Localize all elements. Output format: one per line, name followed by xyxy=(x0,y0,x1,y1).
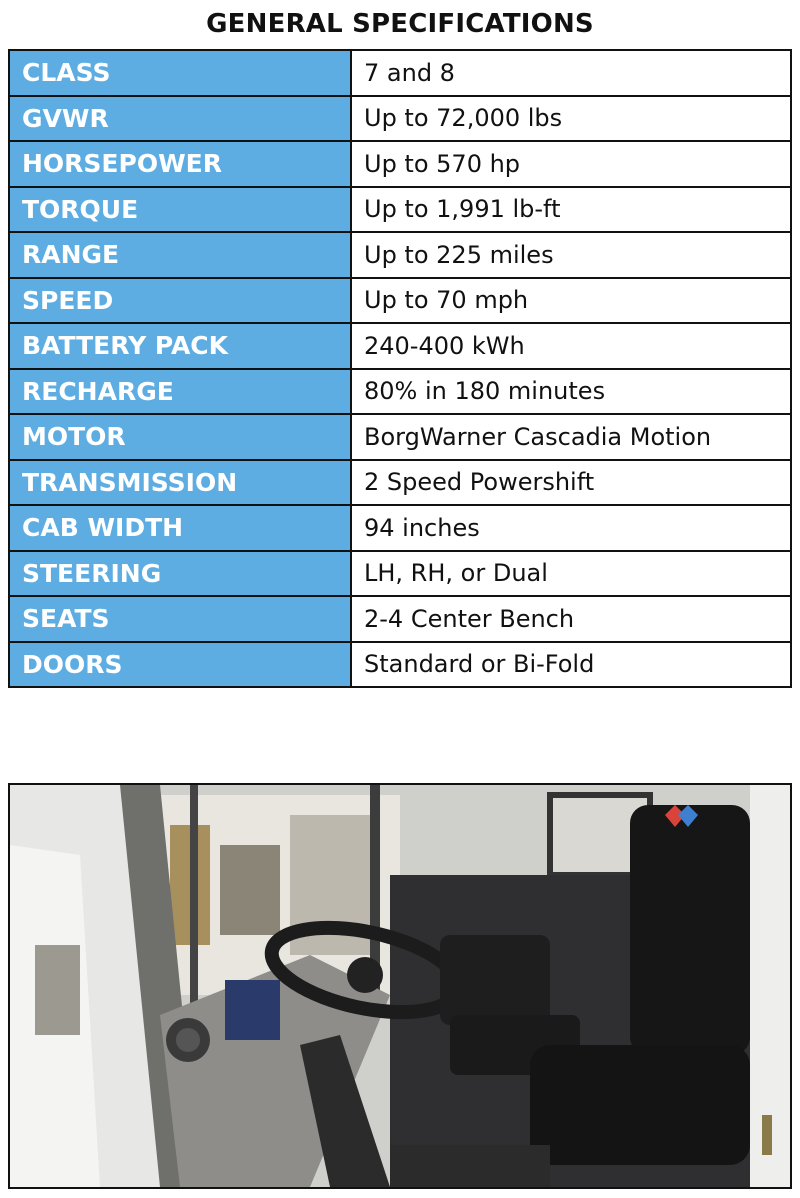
spec-value: Up to 570 hp xyxy=(351,141,791,187)
spec-value: 7 and 8 xyxy=(351,50,791,96)
spec-label: MOTOR xyxy=(9,414,351,460)
spec-label: STEERING xyxy=(9,551,351,597)
spec-value: 2 Speed Powershift xyxy=(351,460,791,506)
spec-label: SEATS xyxy=(9,596,351,642)
table-row xyxy=(9,414,791,460)
table-row xyxy=(9,232,791,278)
table-row xyxy=(9,278,791,324)
spec-value: Up to 225 miles xyxy=(351,232,791,278)
spec-label: DOORS xyxy=(9,642,351,688)
spec-label: HORSEPOWER xyxy=(9,141,351,187)
table-row xyxy=(9,187,791,233)
table-row xyxy=(9,141,791,187)
spec-value: Up to 72,000 lbs xyxy=(351,96,791,142)
spec-label: CAB WIDTH xyxy=(9,505,351,551)
spec-label: TORQUE xyxy=(9,187,351,233)
spec-value: BorgWarner Cascadia Motion xyxy=(351,414,791,460)
spec-label: SPEED xyxy=(9,278,351,324)
spec-value: 94 inches xyxy=(351,505,791,551)
dashboard-screen xyxy=(225,980,280,1040)
spec-value: LH, RH, or Dual xyxy=(351,551,791,597)
spec-value: Up to 70 mph xyxy=(351,278,791,324)
spec-table xyxy=(8,49,792,688)
table-row xyxy=(9,596,791,642)
spec-value: Up to 1,991 lb-ft xyxy=(351,187,791,233)
seat-cushion xyxy=(530,1045,750,1165)
cab-interior-photo xyxy=(8,783,792,1189)
table-row xyxy=(9,642,791,688)
spec-value: 80% in 180 minutes xyxy=(351,369,791,415)
table-row xyxy=(9,323,791,369)
spec-value: 240-400 kWh xyxy=(351,323,791,369)
spec-label: RECHARGE xyxy=(9,369,351,415)
table-row xyxy=(9,369,791,415)
spec-value: Standard or Bi-Fold xyxy=(351,642,791,688)
table-row xyxy=(9,50,791,96)
cab-interior-illustration xyxy=(10,785,790,1187)
spec-value: 2-4 Center Bench xyxy=(351,596,791,642)
table-row xyxy=(9,96,791,142)
spec-label: TRANSMISSION xyxy=(9,460,351,506)
spec-label: CLASS xyxy=(9,50,351,96)
spec-label: RANGE xyxy=(9,232,351,278)
table-row xyxy=(9,505,791,551)
page-title: GENERAL SPECIFICATIONS xyxy=(206,9,594,39)
spec-label: BATTERY PACK xyxy=(9,323,351,369)
table-row xyxy=(9,460,791,506)
table-row xyxy=(9,551,791,597)
seat-back xyxy=(630,805,750,1055)
spec-label: GVWR xyxy=(9,96,351,142)
